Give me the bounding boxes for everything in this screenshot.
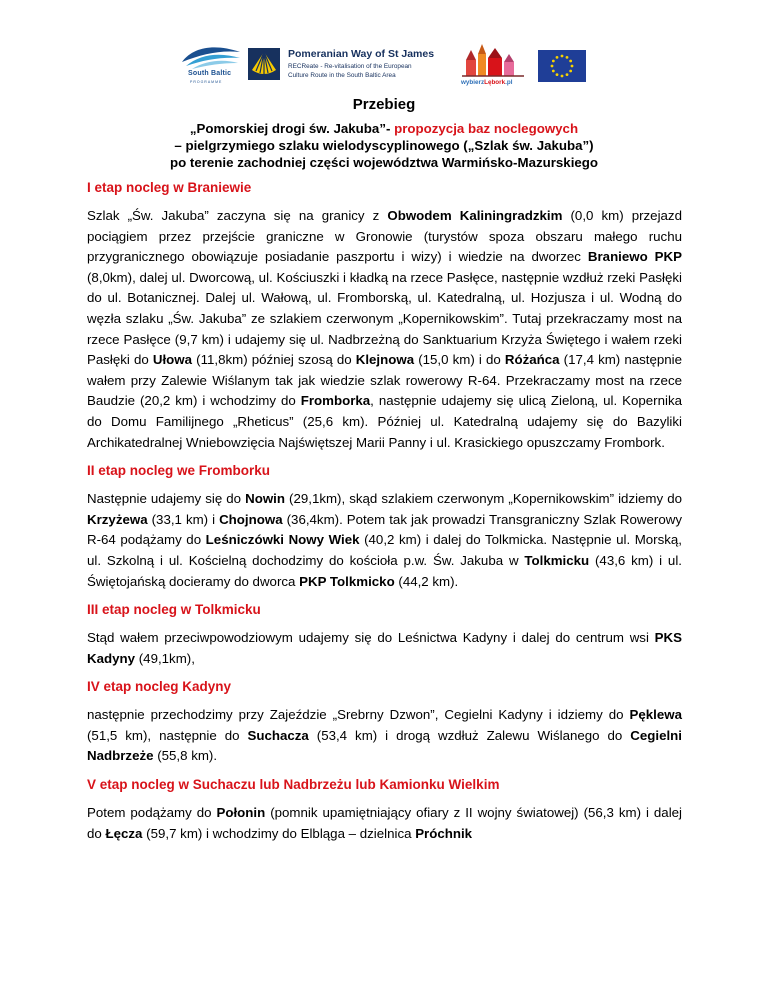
stage-description [87,705,682,767]
place-name: Nowin [245,491,285,507]
place-name: Suchacza [247,727,309,743]
subtitle-line-1 [60,120,708,137]
place-name: Ułowa [152,352,193,368]
place-name: Cegielni Nadbrzeże [87,727,683,764]
wybierz-text: wybierz [461,79,485,86]
text-run: (40,2 km) i dalej do Tolkmicka. Następnie ul. Morską, ul. Szkolną i ul. Kościelną dochodzimy do kościoła p.w. Św. Jakuba w [87,532,682,568]
wybierz-lebork-logo [460,42,526,90]
place-name: Obwodem Kaliningradzkim [387,208,563,223]
text-run: (51,5 km), następnie do [87,727,248,743]
south-baltic-sub: PROGRAMME [190,80,223,84]
stage-heading: II etap nocleg we Fromborku [87,463,271,479]
place-name: Fromborka [300,393,371,409]
eu-star-icon [556,73,559,76]
pomeranian-way-title: Pomeranian Way of St James [288,48,435,60]
place-name: Klejnowa [355,352,415,368]
text-run: (36,4km). Potem tak jak prowadzi Transgraniczny Szlak Rowerowy R-64 podążamy do [87,511,682,548]
place-name: Tolkmicku [524,552,590,568]
eu-flag-logo [538,50,586,82]
text-run: (53,4 km) i drogą wzdłuż Zalewu Wiślanego do [308,727,631,743]
place-name: PKS Kadyny [87,630,682,666]
stage-description [87,628,682,669]
eu-star-icon [569,60,572,63]
town-skyline-icon [460,42,526,78]
route-stages [87,180,682,854]
subtitle-line-2: – pielgrzymiego szlaku wielodyscyplinowego („Szlak św. Jakuba”) [174,138,594,153]
place-name: Krzyżewa [87,511,148,527]
pl-text: .pl [505,79,513,86]
eu-star-icon [556,56,559,59]
page-subtitle [60,120,708,171]
place-name: Leśniczówki Nowy Wiek [205,532,360,548]
text-run: (0,0 km) przejazd pociągiem przez przejście graniczne w Gronowie (turystów spoza obszaru małego ruchu przygranicznego obowiązuje posiadanie paszportu i wizy) i wiedzie na dworzec [87,208,682,265]
text-run: (43,6 km) i ul. Świętojańską docieramy do dworca [87,552,682,589]
place-name: PKP Tolkmicko [299,573,395,589]
place-name: Różańca [504,352,560,368]
place-name: Braniewo PKP [587,249,683,265]
text-run: (33,1 km) i [147,511,220,527]
text-run: (44,2 km). [394,573,459,589]
eu-star-icon [569,70,572,73]
text-run: (59,7 km) i wchodzimy do Elbląga – dzielnica [142,825,416,841]
subtitle-line-3: po terenie zachodniej części województwa Warmińsko-Mazurskiego [169,155,599,170]
text-run: Szlak „Św. Jakuba” zaczyna się na granicy z [87,208,388,223]
text-run: Stąd wałem przeciwpowodziowym udajemy się do Leśnictwa Kadyny i dalej do centrum wsi [87,630,655,646]
subtitle-line-1-red: propozycja baz noclegowych [394,121,579,136]
eu-star-icon [566,56,569,59]
stage-heading: I etap nocleg w Braniewie [87,180,252,195]
stage-description [87,489,682,592]
text-run: Potem podążamy do [87,805,217,821]
logo-banner [168,40,638,92]
text-run: (55,8 km). [153,748,218,764]
place-name: Połonin [216,805,266,821]
text-run: (pomnik upamiętniający ofiary z II wojny światowej) (56,3 km) i dalej do [87,805,682,841]
stage-heading: III etap nocleg w Tolkmicku [87,602,261,618]
wybierz-lebork-text [461,79,512,86]
text-run: (8,0km), dalej ul. Dworcową, ul. Kościuszki i kładką na rzece Pasłęce, następnie wzdłuż rzeki Pasłęki do ul. Botanicznej. Dalej ul. Wałową, ul. Fromborską, ul. Katedralną, ul. Hozjusza i ul. Wodną do węzła szlaku „Św. Jakuba” ze szlakiem czerwonym „Kopernikowskim”. Tutaj przekraczamy most na rzece Pasłęce (9,7 km) i udajemy się ul. Nadbrzeżną do Sanktuarium Krzyża Świętego i wałem rzeki Pasłęki do [87,269,682,368]
eu-star-icon [552,60,555,63]
eu-star-icon [561,55,564,58]
south-baltic-name: South Baltic [188,70,232,77]
stage-heading: V etap nocleg w Suchaczu lub Nadbrzeżu lub Kamionku Wielkim [87,777,500,793]
eu-star-icon [566,73,569,76]
south-baltic-logo [176,40,246,92]
place-name: Pęklewa [629,707,682,723]
south-baltic-waves-icon [176,40,246,70]
lebork-text: Lębork [484,79,506,86]
page-title: Przebieg [352,96,416,113]
eu-star-icon [561,75,564,78]
eu-star-icon [552,70,555,73]
eu-flag-icon [538,50,586,82]
eu-star-icon [571,65,574,68]
text-run: (15,0 km) i do [414,352,505,368]
pomeranian-way-line2: Culture Route in the South Baltic Area [288,72,396,79]
stage-description [87,803,682,844]
place-name: Łęcza [105,825,143,841]
text-run: (29,1km), skąd szlakiem czerwonym „Kopernikowskim” idziemy do [284,491,682,507]
eu-star-icon [551,65,554,68]
pomeranian-way-logo [248,46,458,86]
place-name: Chojnowa [219,511,283,527]
text-run: (49,1km), [135,650,195,666]
text-run: (11,8km) później szosą do [192,352,356,368]
scallop-shell-icon [248,48,280,80]
place-name: Próchnik [415,825,473,841]
stage-heading: IV etap nocleg Kadyny [87,679,232,695]
stage-description [87,206,682,453]
subtitle-line-1-black: „Pomorskiej drogi św. Jakuba”- [189,121,395,136]
text-run: Następnie udajemy się do [87,491,246,507]
pomeranian-way-line1: RECReate - Re-vitalisation of the European [288,63,412,70]
text-run: (17,4 km) następnie wałem przy Zalewie Wiślanym tak jak wiedzie szlak rowerowy R-64. Przekraczamy most na rzece Baudzie (20,2 km) i wchodzimy do [87,352,682,409]
text-run: następnie przechodzimy przy Zajeździe „Srebrny Dzwon”, Cegielni Kadyny i idziemy do [87,707,630,723]
text-run: , następnie udajemy się ulicą Zieloną, ul. Kopernika do Domu Familijnego „Rheticus” (25,6 km). Później ul. Katedralną udajemy się do Bazyliki Archikatedralnej Wniebowzięcia Najświętszej Marii Panny i ul. Krasickiego opuszczamy Frombork. [87,393,682,450]
